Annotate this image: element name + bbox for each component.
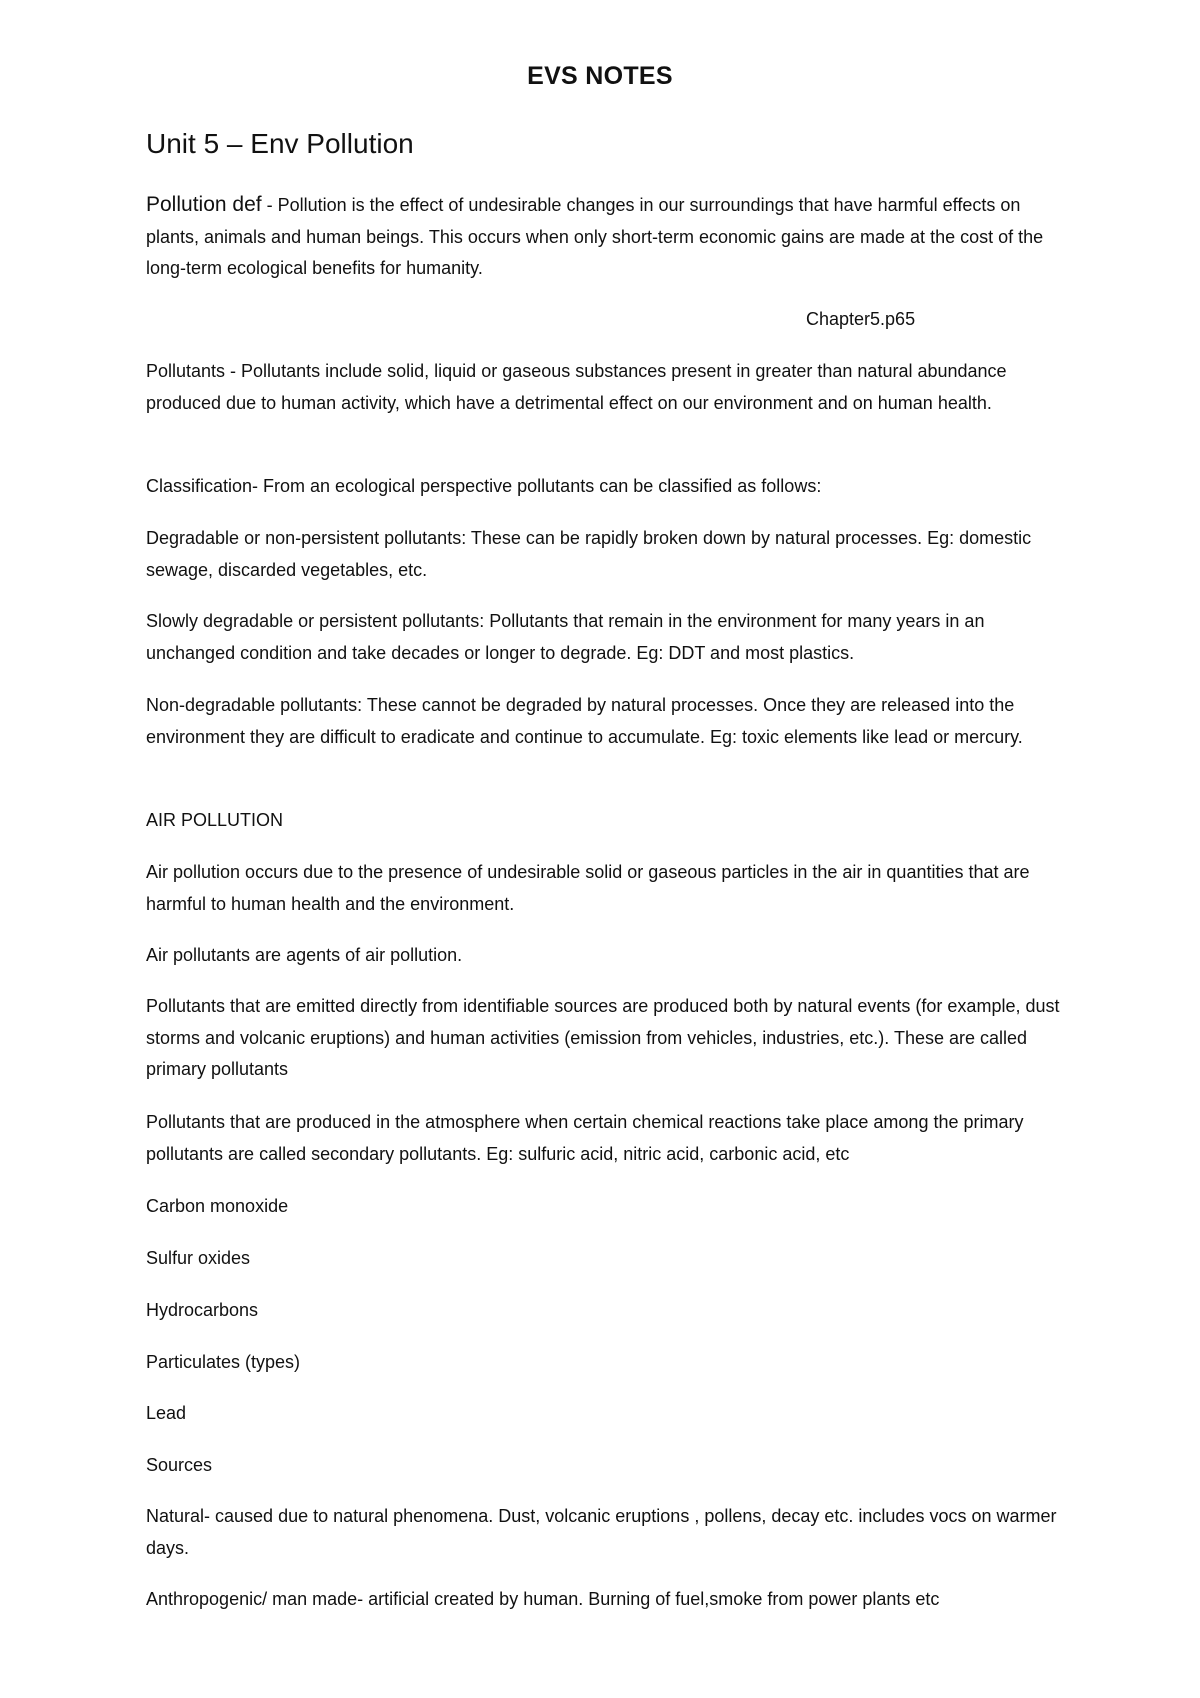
pollution-definition-text: - Pollution is the effect of undesirable changes in our surroundings that have harmful effects on plants, animals and human beings. This occurs when only short-term economic gains are made at the cost of the long-term ecological benefits for humanity. — [146, 195, 1044, 278]
list-item-particulates: Particulates (types) — [146, 1352, 301, 1372]
non-degradable-pollutants-paragraph: Non-degradable pollutants: These cannot be degraded by natural processes. Once they are released into the environment they are difficult to eradicate and continue to accumulate. Eg: toxic elements like lead or mercury. — [146, 695, 1023, 747]
degradable-pollutants-paragraph: Degradable or non-persistent pollutants: These can be rapidly broken down by natural processes. Eg: domestic sewage, discarded vegetables, etc. — [146, 528, 1032, 580]
classification-paragraph: Classification- From an ecological perspective pollutants can be classified as follows: — [146, 476, 822, 496]
natural-sources-paragraph: Natural- caused due to natural phenomena. Dust, volcanic eruptions , pollens, decay etc. includes vocs on warmer days. — [146, 1506, 1057, 1558]
pollution-definition-paragraph — [146, 189, 1066, 285]
primary-pollutants-paragraph: Pollutants that are emitted directly from identifiable sources are produced both by natural events (for example, dust storms and volcanic eruptions) and human activities (emission from vehicles, industries, etc.). These are called primary pollutants — [146, 996, 1060, 1079]
secondary-pollutants-paragraph: Pollutants that are produced in the atmosphere when certain chemical reactions take place among the primary pollutants are called secondary pollutants. Eg: sulfuric acid, nitric acid, carbonic acid, etc — [146, 1112, 1024, 1164]
document-title: EVS NOTES — [527, 62, 673, 90]
anthropogenic-sources-paragraph: Anthropogenic/ man made- artificial created by human. Burning of fuel,smoke from power plants etc — [146, 1589, 940, 1609]
pollutants-paragraph: Pollutants - Pollutants include solid, liquid or gaseous substances present in greater than natural abundance produced due to human activity, which have a detrimental effect on our environment and on human health. — [146, 361, 1007, 413]
list-item-hydrocarbons: Hydrocarbons — [146, 1300, 259, 1320]
slowly-degradable-pollutants-paragraph: Slowly degradable or persistent pollutants: Pollutants that remain in the environment for many years in an unchanged condition and take decades or longer to degrade. Eg: DDT and most plastics. — [146, 611, 985, 663]
sources-heading: Sources — [146, 1455, 213, 1475]
unit-heading: Unit 5 – Env Pollution — [146, 128, 414, 159]
chapter-reference: Chapter5.p65 — [806, 309, 916, 329]
air-pollution-definition-paragraph: Air pollution occurs due to the presence of undesirable solid or gaseous particles in the air in quantities that are harmful to human health and the environment. — [146, 862, 1030, 914]
pollution-definition-term: Pollution def — [146, 193, 262, 216]
list-item-lead: Lead — [146, 1403, 187, 1423]
list-item-carbon-monoxide: Carbon monoxide — [146, 1196, 289, 1216]
air-pollutants-agents-paragraph: Air pollutants are agents of air pollution. — [146, 945, 463, 965]
list-item-sulfur-oxides: Sulfur oxides — [146, 1248, 251, 1268]
air-pollution-heading: AIR POLLUTION — [146, 810, 284, 830]
